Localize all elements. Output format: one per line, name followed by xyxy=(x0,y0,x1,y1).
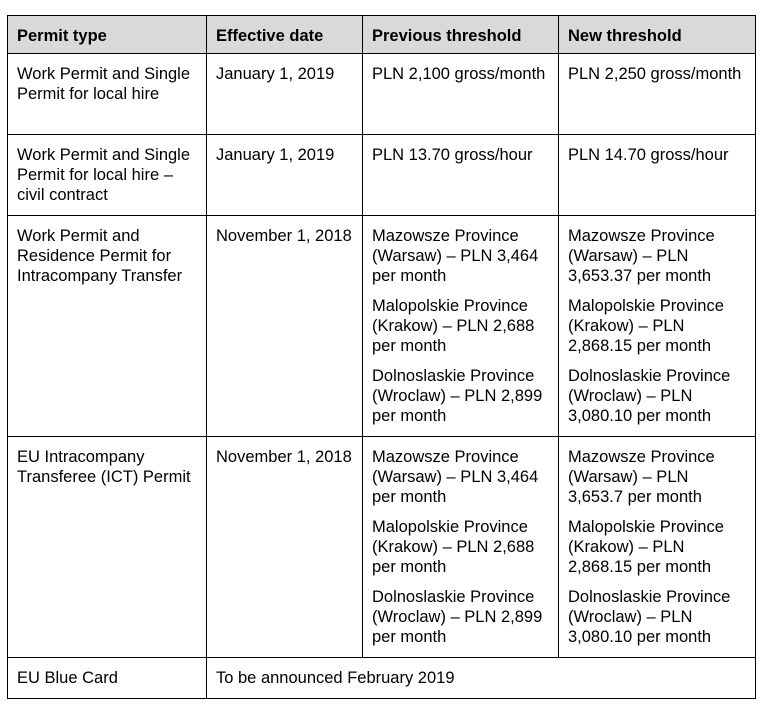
permit-type-cell: EU Intracompany Transferee (ICT) Permit xyxy=(8,437,207,658)
table-row xyxy=(8,135,756,216)
threshold-entry: PLN 13.70 gross/hour xyxy=(372,146,533,164)
permit-type-cell: Work Permit and Single Permit for local hire – civil contract xyxy=(8,135,207,216)
permit-threshold-table xyxy=(7,15,756,699)
permit-type-cell: Work Permit and Residence Permit for Intracompany Transfer xyxy=(8,216,207,437)
threshold-entry: Dolnoslaskie Province (Wroclaw) – PLN 3,080.10 per month xyxy=(568,588,731,646)
threshold-entry: Malopolskie Province (Krakow) – PLN 2,688 per month xyxy=(372,297,535,355)
permit-type-cell: Work Permit and Single Permit for local hire xyxy=(8,54,207,135)
new-threshold-cell xyxy=(559,216,756,437)
table-row xyxy=(8,54,756,135)
table-row xyxy=(8,216,756,437)
new-threshold-cell xyxy=(559,135,756,216)
threshold-entry: PLN 2,250 gross/month xyxy=(568,65,742,83)
effective-date-cell: January 1, 2019 xyxy=(207,54,363,135)
previous-threshold-cell xyxy=(363,54,559,135)
threshold-entry: Dolnoslaskie Province (Wroclaw) – PLN 2,899 per month xyxy=(372,367,543,425)
previous-threshold-cell xyxy=(363,216,559,437)
threshold-entry: PLN 14.70 gross/hour xyxy=(568,146,729,164)
permit-type-cell: EU Blue Card xyxy=(8,658,207,699)
new-threshold-cell xyxy=(559,54,756,135)
threshold-entry: Mazowsze Province (Warsaw) – PLN 3,464 per month xyxy=(372,227,539,285)
threshold-entry: Dolnoslaskie Province (Wroclaw) – PLN 2,899 per month xyxy=(372,588,543,646)
previous-threshold-cell xyxy=(363,437,559,658)
threshold-entry: PLN 2,100 gross/month xyxy=(372,65,546,83)
previous-threshold-cell xyxy=(363,135,559,216)
threshold-entry: Mazowsze Province (Warsaw) – PLN 3,653.7 per month xyxy=(568,448,715,506)
new-threshold-cell xyxy=(559,437,756,658)
threshold-entry: Malopolskie Province (Krakow) – PLN 2,688 per month xyxy=(372,518,535,576)
header-effective-date: Effective date xyxy=(207,16,363,54)
effective-date-cell: November 1, 2018 xyxy=(207,216,363,437)
table-header-row xyxy=(8,16,756,54)
threshold-entry: Dolnoslaskie Province (Wroclaw) – PLN 3,080.10 per month xyxy=(568,367,731,425)
threshold-entry: Mazowsze Province (Warsaw) – PLN 3,653.37 per month xyxy=(568,227,715,285)
header-previous-threshold: Previous threshold xyxy=(363,16,559,54)
table-row xyxy=(8,658,756,699)
threshold-entry: Mazowsze Province (Warsaw) – PLN 3,464 per month xyxy=(372,448,539,506)
header-permit-type: Permit type xyxy=(8,16,207,54)
table-row xyxy=(8,437,756,658)
threshold-entry: Malopolskie Province (Krakow) – PLN 2,868.15 per month xyxy=(568,297,724,355)
threshold-entry: Malopolskie Province (Krakow) – PLN 2,868.15 per month xyxy=(568,518,724,576)
merged-note-cell: To be announced February 2019 xyxy=(207,658,756,699)
effective-date-cell: November 1, 2018 xyxy=(207,437,363,658)
effective-date-cell: January 1, 2019 xyxy=(207,135,363,216)
header-new-threshold: New threshold xyxy=(559,16,756,54)
